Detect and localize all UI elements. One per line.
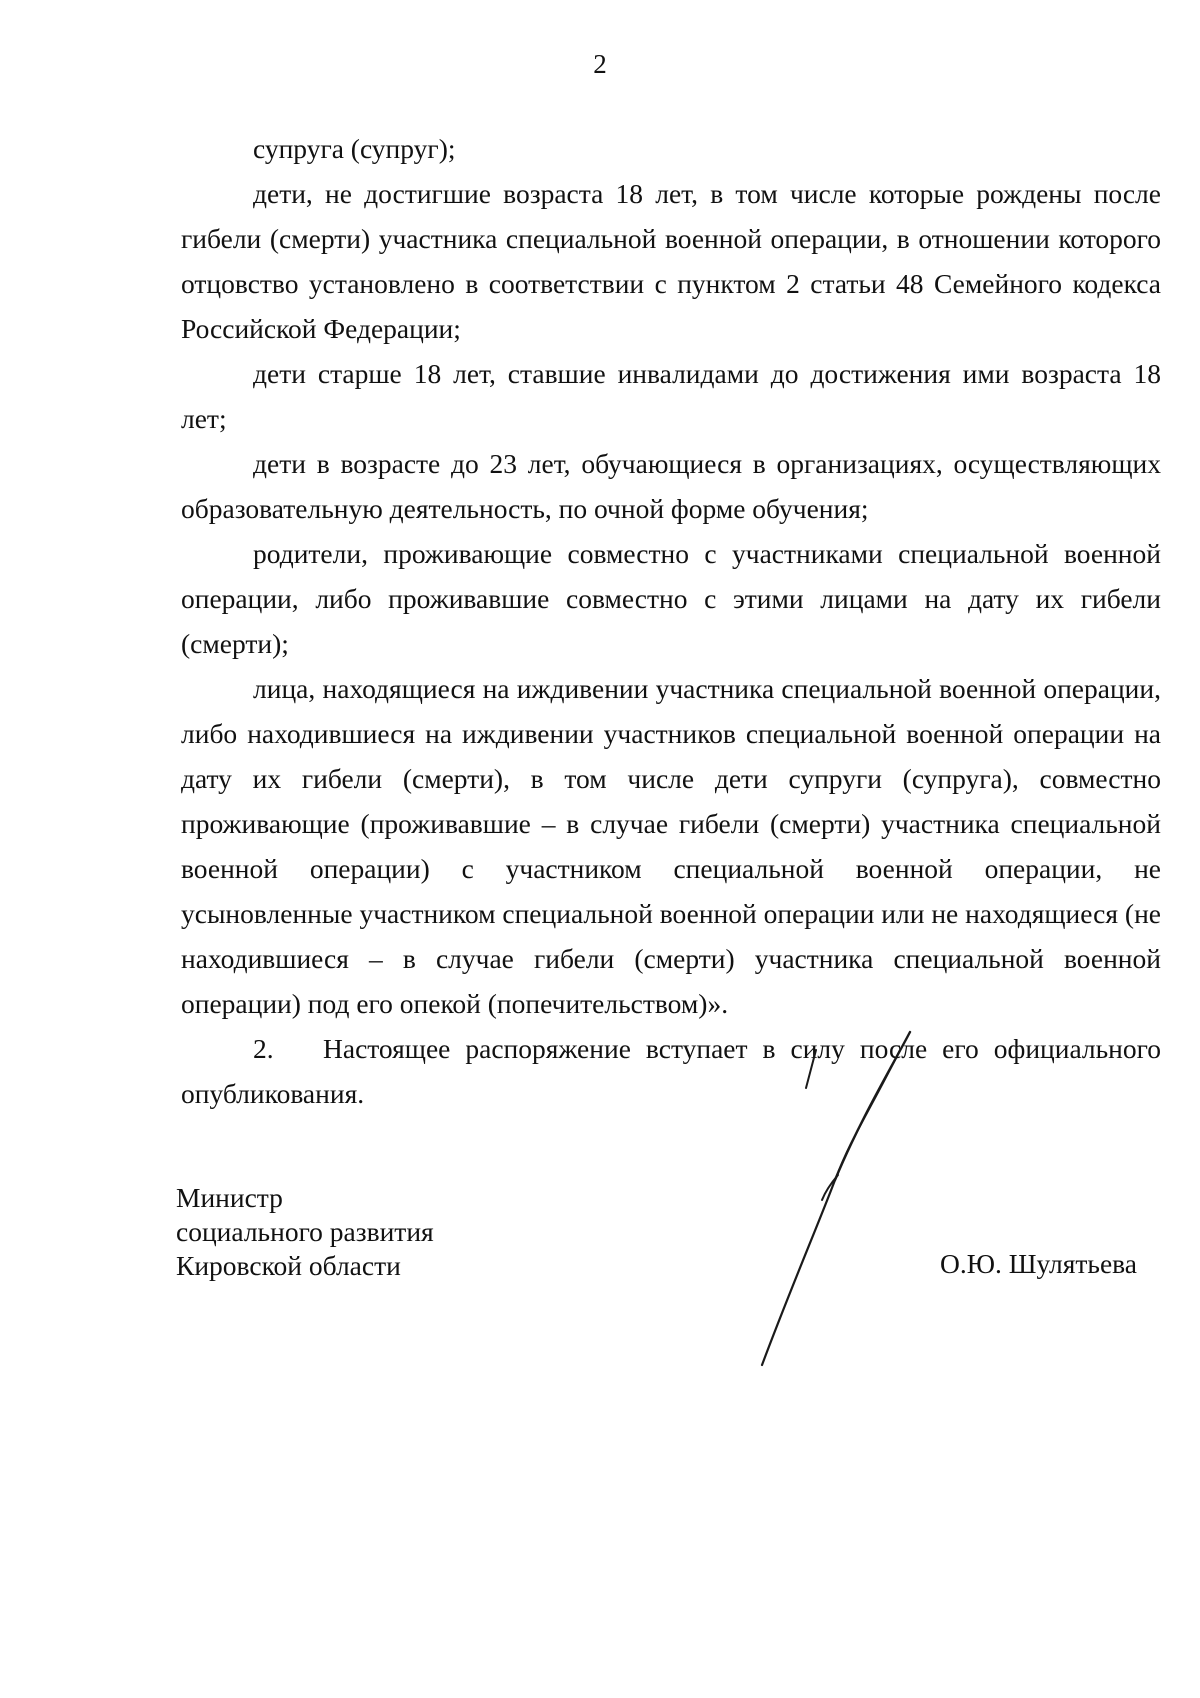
paragraph-spouse: супруга (супруг); <box>253 133 456 164</box>
item-text: Настоящее распоряжение вступает в силу после его официального опубликования. <box>181 1033 1161 1109</box>
paragraph-parents: родители, проживающие совместно с участниками специальной военной операции, либо проживавшие совместно с этими лицами на дату их гибели (смерти); <box>181 538 1161 659</box>
paragraph-children-under-18: дети, не достигшие возраста 18 лет, в том числе которые рождены после гибели (смерти) участника специальной военной операции, в отношении которого отцовство установлено в соответствии с пунктом 2 статьи 48 Семейного кодекса Российской Федерации; <box>181 178 1161 344</box>
item-number: 2. <box>253 1033 274 1064</box>
paragraph-children-students: дети в возрасте до 23 лет, обучающиеся в организациях, осуществляющих образовательную деятельность, по очной форме обучения; <box>181 448 1161 524</box>
signatory-position <box>176 1181 434 1283</box>
document-body <box>181 126 1161 1116</box>
handwritten-signature-icon <box>740 1030 960 1370</box>
page-number: 2 <box>593 49 607 79</box>
position-line-3: Кировской области <box>176 1250 401 1281</box>
numbered-item-2 <box>181 1026 1161 1116</box>
signer-name: О.Ю. Шулятьева <box>940 1248 1137 1279</box>
paragraph-children-disabled: дети старше 18 лет, ставшие инвалидами до достижения ими возраста 18 лет; <box>181 358 1161 434</box>
position-line-2: социального развития <box>176 1216 434 1247</box>
position-line-1: Министр <box>176 1182 283 1213</box>
paragraph-dependents: лица, находящиеся на иждивении участника специальной военной операции, либо находившиеся на иждивении участников специальной военной операции на дату их гибели (смерти), в том числе дети супруги (супруга), совместно проживающие (проживавшие – в случае гибели (смерти) участника специальной военной операции) с участником специальной военной операции, не усыновленные участником специальной военной операции или не находящиеся (не находившиеся – в случае гибели (смерти) участника специальной военной операции) под его опекой (попечительством)». <box>181 673 1161 1019</box>
